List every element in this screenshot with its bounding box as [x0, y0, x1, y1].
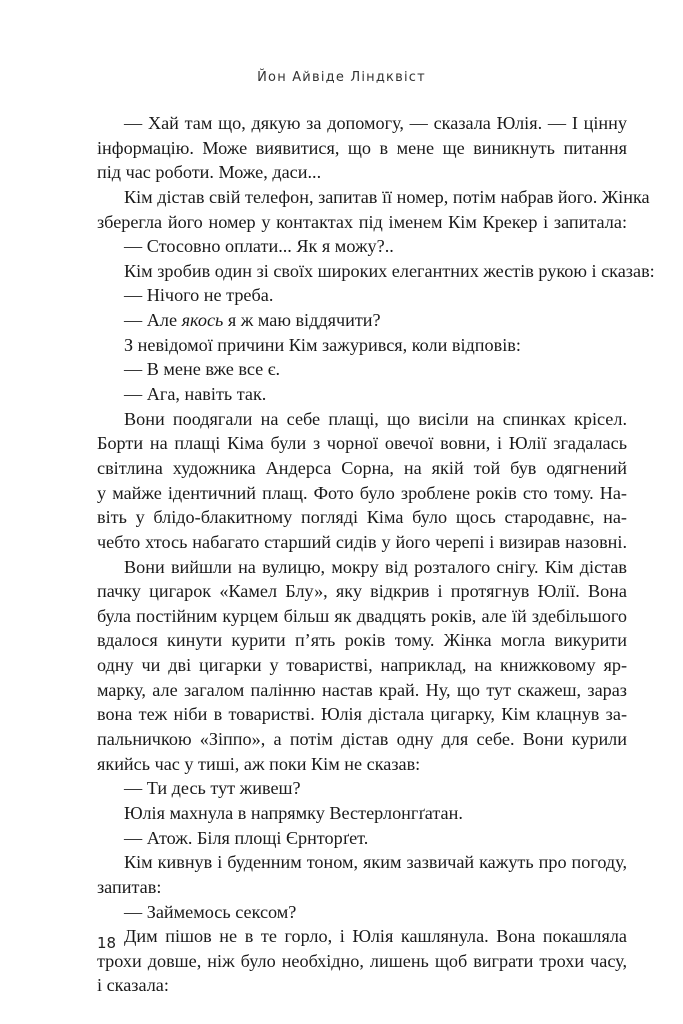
text-line: і сказала:	[97, 975, 169, 996]
text-line: запитав:	[97, 876, 162, 897]
emphasis: якось	[181, 310, 224, 331]
text-line: була постійним курцем більш як двадцять років, але їй здебільшого	[97, 605, 627, 626]
text-line: Юлія махнула в напрямку Вестерлонгґатан.	[124, 802, 463, 823]
text-line: якийсь час у тиші, аж поки Кім не сказав:	[97, 753, 421, 774]
running-head-author: Йон Айвіде Ліндквіст	[257, 70, 426, 85]
text-line: — Хай там що, дякую за допомогу, — сказала Юлія. — І цінну	[124, 113, 627, 133]
text-line: — Атож. Біля площі Єрнторґет.	[124, 827, 369, 848]
page-number: 18	[97, 934, 117, 952]
text-line: зберегла його номер у контактах під іменем Кім Крекер і запитала:	[97, 211, 627, 232]
text-line: Дим пішов не в те горло, і Юлія кашлянула. Вона покашляла	[124, 926, 627, 947]
text-line: інформацію. Може виявитися, що в мене ще виникнуть питання	[97, 137, 627, 158]
text-line: Кім кивнув і буденним тоном, яким зазвичай кажуть про погоду,	[124, 852, 627, 873]
text-line: вдалося кинути курити п’ять років тому. Жінка могла викурити	[97, 630, 627, 651]
text-line: — Але якось я ж маю віддячити?	[124, 310, 381, 331]
text-line: — Займемось сексом?	[124, 901, 297, 922]
text-line: одну чи дві цигарки у товаристві, наприклад, на книжковому яр-	[97, 655, 627, 676]
text-line: — В мене вже все є.	[124, 359, 281, 380]
text-line: Борти на плащі Кіма були з чорної овечої вовни, і Юлії згадалась	[97, 433, 627, 454]
text-line: світлина художника Андерса Сорна, на якій той був одягнений	[97, 457, 627, 478]
text-line: Вони вийшли на вулицю, мокру від розталого снігу. Кім дістав	[124, 556, 627, 577]
text-line: — Стосовно оплати... Як я можу?..	[124, 236, 394, 257]
text-line: пальничкою «Зіппо», а потім дістав одну для себе. Вони курили	[97, 729, 627, 750]
text-line: марку, але загалом палінню настав край. Ну, що тут скажеш, зараз	[97, 679, 627, 700]
text-line: під час роботи. Може, даси...	[97, 162, 322, 183]
text-line: у майже ідентичний плащ. Фото було зроблене років сто тому. На-	[97, 482, 627, 503]
text-line: — Ага, навіть так.	[124, 384, 267, 405]
text-line: — Нічого не треба.	[124, 285, 274, 306]
text-line: чебто хтось набагато старший сидів у його черепі і визирав назовні.	[97, 531, 627, 552]
body-text	[97, 111, 655, 998]
text-line: вона теж ніби в товаристві. Юлія дістала цигарку, Кім клацнув за-	[97, 704, 627, 725]
text-line: Вони поодягали на себе плащі, що висіли на спинках крісел.	[124, 408, 627, 429]
text-line: — Ти десь тут живеш?	[124, 778, 301, 799]
text-line: Кім зробив один зі своїх широких елегантних жестів рукою і сказав:	[124, 260, 655, 281]
text-line: Кім дістав свій телефон, запитав її номер, потім набрав його. Жінка	[124, 186, 650, 207]
text-line: трохи довше, ніж було необхідно, лишень щоб виграти трохи часу,	[97, 950, 627, 971]
text-line: пачку цигарок «Камел Блу», яку відкрив і протягнув Юлії. Вона	[97, 581, 627, 602]
text-line: З невідомої причини Кім зажурився, коли відповів:	[124, 334, 521, 355]
text-line: віть у блідо-блакитному погляді Кіма було щось стародавнє, на-	[97, 507, 627, 528]
